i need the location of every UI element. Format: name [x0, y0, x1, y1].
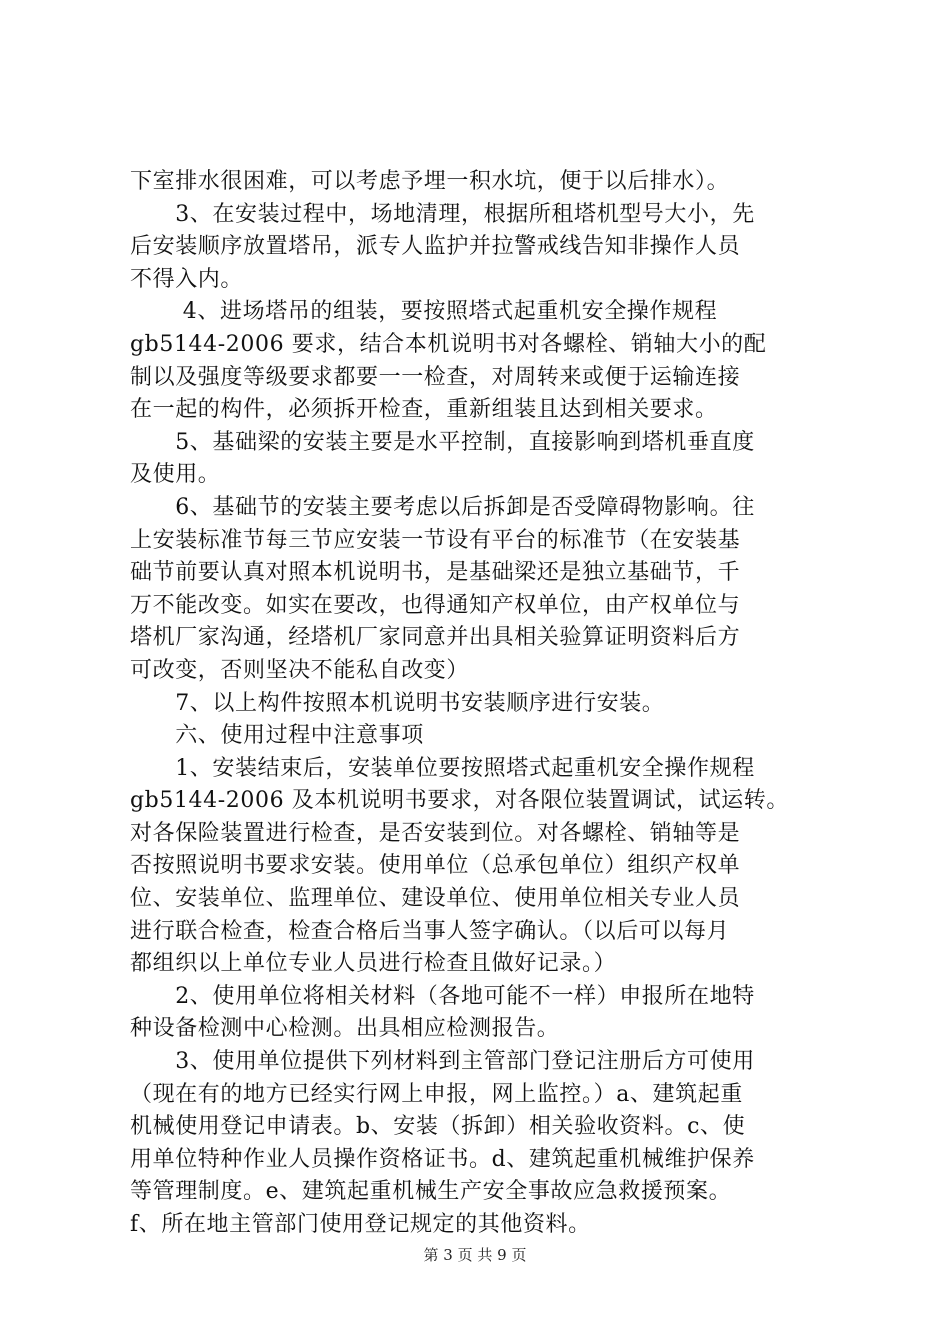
text-line: 机械使用登记申请表。b、安装（拆卸）相关验收资料。c、使: [130, 1114, 746, 1140]
text-line: 下室排水很困难，可以考虑予埋一积水坑，便于以后排水）。: [130, 169, 730, 194]
text-line: 等管理制度。e、建筑起重机械生产安全事故应急救援预案。: [130, 1179, 732, 1205]
page-number-footer: 第 3 页 共 9 页: [423, 1246, 527, 1264]
text-line: 种设备检测中心检测。出具相应检测报告。: [130, 1016, 560, 1042]
text-line: 及使用。: [130, 462, 221, 488]
text-line: 可改变，否则坚决不能私自改变）: [130, 657, 470, 683]
section-heading: 六、使用过程中注意事项: [130, 723, 424, 749]
text-line: 2、使用单位将相关材料（各地可能不一样）申报所在地特: [130, 983, 755, 1009]
text-line: gb5144-2006 要求，结合本机说明书对各螺栓、销轴大小的配: [130, 331, 767, 357]
text-line: 6、基础节的安装主要考虑以后拆卸是否受障碍物影响。往: [130, 494, 755, 520]
text-line: 都组织以上单位专业人员进行检查且做好记录。）: [130, 951, 617, 977]
text-line: 塔机厂家沟通，经塔机厂家同意并出具相关验算证明资料后方: [130, 625, 741, 651]
text-line: 用单位特种作业人员操作资格证书。d、建筑起重机械维护保养: [130, 1146, 755, 1172]
text-line: 位、安装单位、监理单位、建设单位、使用单位相关专业人员: [130, 886, 741, 912]
text-line: 础节前要认真对照本机说明书，是基础梁还是独立基础节，千: [130, 560, 741, 586]
text-line: 3、在安装过程中，场地清理，根据所租塔机型号大小，先: [130, 201, 755, 227]
text-line: 进行联合检查，检查合格后当事人签字确认。（以后可以每月: [130, 918, 730, 944]
text-line: gb5144-2006 及本机说明书要求，对各限位装置调试，试运转。: [130, 788, 789, 814]
text-line: 5、基础梁的安装主要是水平控制，直接影响到塔机垂直度: [130, 429, 755, 455]
text-line: 3、使用单位提供下列材料到主管部门登记注册后方可使用: [130, 1049, 755, 1075]
text-line: 7、以上构件按照本机说明书安装顺序进行安装。: [130, 690, 665, 716]
text-line: 上安装标准节每三节应安装一节设有平台的标准节（在安装基: [130, 527, 741, 553]
text-line: 否按照说明书要求安装。使用单位（总承包单位）组织产权单: [130, 853, 741, 879]
body-text: [130, 166, 836, 1242]
text-line: 后安装顺序放置塔吊，派专人监护并拉警戒线告知非操作人员: [130, 234, 741, 260]
text-line: 在一起的构件，必须拆开检查，重新组装且达到相关要求。: [130, 397, 718, 423]
text-line: 万不能改变。如实在要改，也得通知产权单位，由产权单位与: [130, 592, 741, 618]
text-line: 制以及强度等级要求都要一一检查，对周转来或便于运输连接: [130, 364, 741, 390]
text-line: 对各保险装置进行检查，是否安装到位。对各螺栓、销轴等是: [130, 820, 741, 846]
text-line: （现在有的地方已经实行网上申报，网上监控。）a、建筑起重: [130, 1081, 743, 1107]
text-line: 4、进场塔吊的组装，要按照塔式起重机安全操作规程: [130, 299, 718, 325]
text-line: f、所在地主管部门使用登记规定的其他资料。: [130, 1212, 591, 1237]
text-line: 1、安装结束后，安装单位要按照塔式起重机安全操作规程: [130, 755, 755, 781]
text-line: 不得入内。: [130, 266, 244, 292]
